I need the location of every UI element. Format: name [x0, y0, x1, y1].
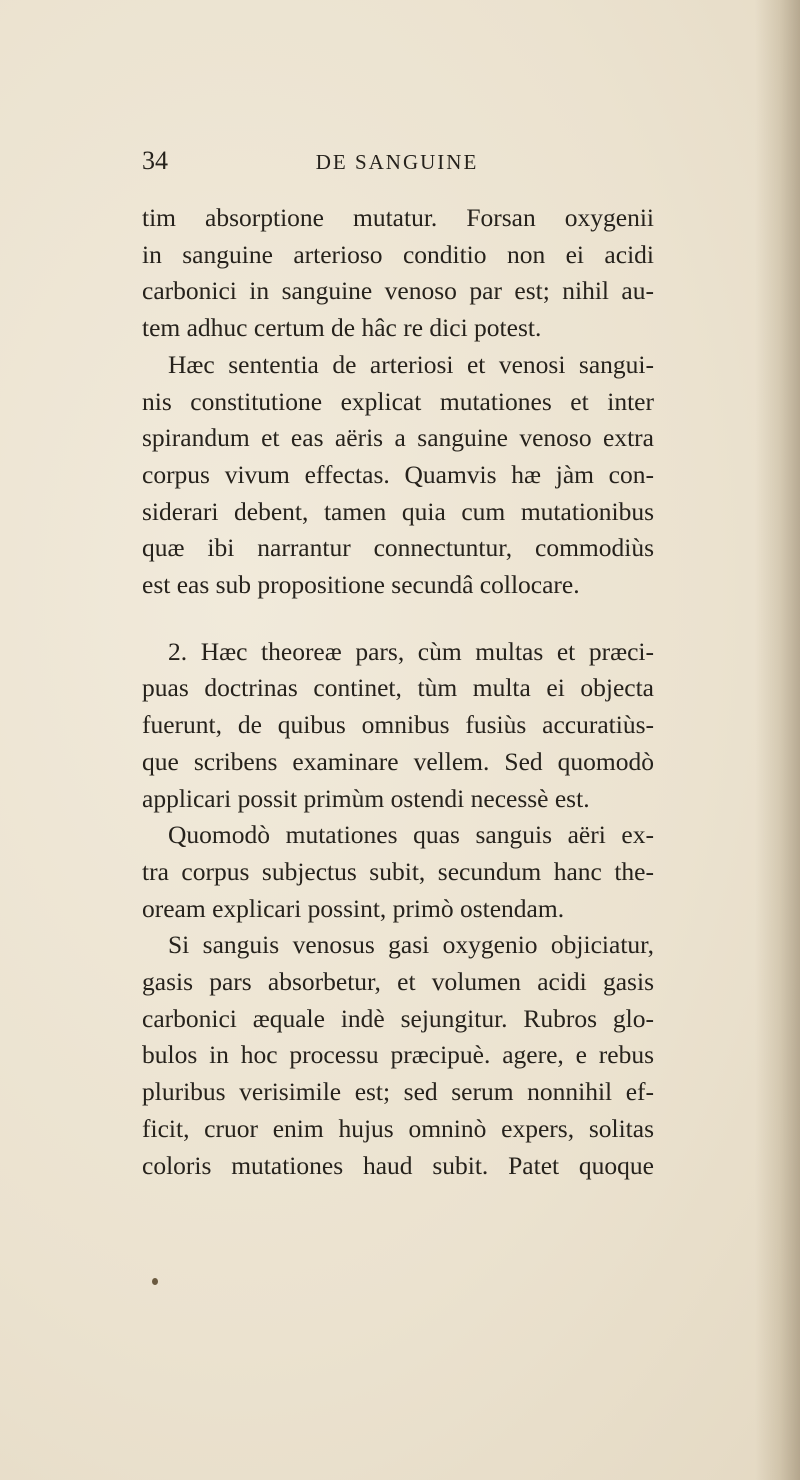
text-line: applicari possit primùm ostendi necessè est. — [142, 783, 590, 813]
section-gap — [142, 604, 654, 634]
text-line: spirandum et eas aëris a sanguine venoso extra — [142, 423, 654, 453]
text-line: carbonici in sanguine venoso par est; nihil au- — [142, 276, 654, 306]
running-head: DE SANGUINE — [315, 150, 479, 174]
text-line: oream explicari possint, primò ostendam. — [142, 893, 565, 923]
text-line: tim absorptione mutatur. Forsan oxygenii — [142, 203, 654, 232]
ink-speck — [152, 1278, 158, 1285]
text-line: fuerunt, de quibus omnibus fusiùs accuratiùs- — [142, 710, 654, 740]
text-line: Quomodò mutationes quas sanguis aëri ex- — [168, 820, 654, 850]
page-header — [142, 146, 652, 176]
text-line: Hæc sententia de arteriosi et venosi sangui- — [168, 349, 654, 379]
text-line: Si sanguis venosus gasi oxygenio objiciatur, — [168, 930, 654, 960]
text-line: siderari debent, tamen quia cum mutationibus — [142, 496, 654, 526]
text-line: nis constitutione explicat mutationes et inter — [142, 386, 654, 416]
text-line: coloris mutationes haud subit. Patet quoque — [142, 1150, 654, 1180]
text-line: est eas sub propositione secundâ collocare. — [142, 570, 580, 600]
text-line: tra corpus subjectus subit, secundum hanc the- — [142, 856, 654, 886]
text-line: que scribens examinare vellem. Sed quomodò — [142, 746, 654, 776]
text-line: gasis pars absorbetur, et volumen acidi gasis — [142, 967, 654, 997]
text-line: pluribus verisimile est; sed serum nonnihil ef- — [142, 1077, 654, 1107]
text-line: quæ ibi narrantur connectuntur, commodiùs — [142, 533, 654, 563]
text-line: corpus vivum effectas. Quamvis hæ jàm con- — [142, 459, 654, 489]
page-number: 34 — [142, 146, 168, 175]
text-line: bulos in hoc processu præcipuè. agere, e rebus — [142, 1040, 654, 1070]
text-line: in sanguine arterioso conditio non ei acidi — [142, 239, 654, 269]
text-line: carbonici æquale indè sejungitur. Rubros glo- — [142, 1003, 654, 1033]
body-text — [142, 200, 654, 1184]
text-line: 2. Hæc theoreæ pars, cùm multas et præci- — [168, 636, 654, 666]
text-line: tem adhuc certum de hâc re dici potest. — [142, 313, 542, 343]
text-line: ficit, cruor enim hujus omninò expers, solitas — [142, 1113, 654, 1143]
text-line: puas doctrinas continet, tùm multa ei objecta — [142, 673, 654, 703]
